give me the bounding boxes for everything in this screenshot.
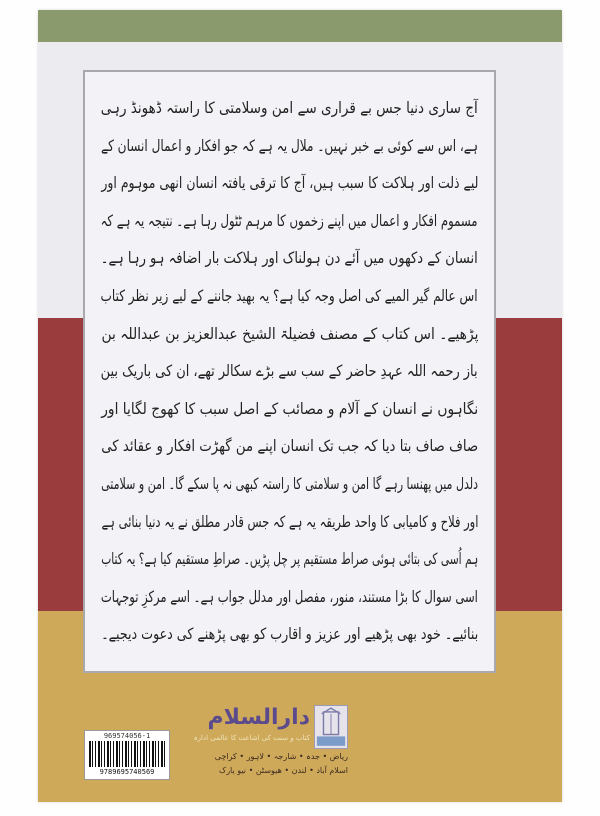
barcode-number: 9789695740569 — [99, 768, 155, 776]
barcode-bars — [89, 741, 165, 767]
blurb-line: صاف صاف بتا دیا کہ جب تک انسان اپنے من گھڑت افکار و عقائد کی — [101, 437, 478, 456]
blurb-row — [101, 579, 478, 617]
blurb-line: دلدل میں پھنسا رہے گا امن و سلامتی کا راستہ کبھی نہ پا سکے گا۔ امن و سلامتی — [101, 474, 478, 493]
blurb-line: بنائیے۔ خود بھی پڑھیے اور عزیز و اقارب کو بھی پڑھنے کی دعوت دیجیے۔ — [101, 625, 478, 644]
blurb-text — [101, 90, 478, 654]
blurb-line: لیے ذلت اور ہلاکت کا سبب ہیں، آج کا ترقی یافتہ انسان انھی موہوم اور — [101, 174, 478, 193]
blurb-line: اس عالم گیر المیے کی اصل وجہ کیا ہے؟ یہ بھید جاننے کے لیے زیر نظر کتاب — [101, 286, 478, 305]
blurb-row — [101, 278, 478, 316]
blurb-row — [101, 428, 478, 466]
blurb-row — [101, 128, 478, 166]
blurb-line: انسان کے دکھوں میں آئے دن ہولناک اور ہلاکت بار اضافہ ہو رہا ہے۔ — [101, 249, 478, 268]
blurb-line: اور فلاح و کامیابی کا واحد طریقہ یہ ہے کہ جس قادر مطلق نے یہ دنیا بنائی ہے — [101, 512, 478, 531]
blurb-line: آج ساری دنیا جس بے قراری سے امن وسلامتی کا راستہ ڈھونڈ رہی — [101, 99, 478, 117]
blurb-row — [101, 240, 478, 278]
publisher-cities — [186, 750, 348, 778]
publisher-tagline: کتاب و سنت کی اشاعت کا عالمی ادارہ — [193, 734, 310, 742]
blurb-line: نگاہوں نے انسان کے آلام و مصائب کے اصل سبب کا کھوج لگایا اور — [101, 399, 478, 418]
blurb-line: باز رحمہ اللہ عہدِ حاضر کے سب سے بڑے سکالر تھے، ان کی باریک بین — [101, 362, 478, 381]
blurb-line: ہم اُسی کی بتائی ہوئی صراط مستقیم پر چل پڑیں۔ صراطِ مستقیم کیا ہے؟ یہ کتاب — [101, 550, 478, 569]
blurb-row — [101, 541, 478, 579]
blurb-row — [101, 353, 478, 391]
blurb-row — [101, 504, 478, 542]
book-back-cover — [38, 10, 562, 802]
isbn-barcode — [84, 730, 170, 780]
blurb-panel — [83, 70, 496, 673]
blurb-row — [101, 316, 478, 354]
blurb-row — [101, 90, 478, 128]
blurb-row — [101, 466, 478, 504]
blurb-row — [101, 203, 478, 241]
blurb-line: اسی سوال کا بڑا مستند، منور، مفصل اور مدلل جواب ہے۔ اسے مرکزِ توجہات — [101, 587, 478, 606]
top-green-band — [38, 10, 562, 42]
publisher-name: دارالسلام — [207, 705, 310, 730]
isbn-label: 969574056-1 — [103, 732, 151, 740]
cities-line: اسلام آباد • لندن • هیوسٹن • نیو یارک — [219, 766, 348, 775]
blurb-line: مسموم افکار و اعمال میں اپنے زخموں کا مرہم ٹٹول رہا ہے۔ نتیجہ یہ ہے کہ — [101, 211, 478, 230]
blurb-row — [101, 165, 478, 203]
blurb-line: پڑھیے۔ اس کتاب کے مصنف فضیلۃ الشیخ عبدالعزیز بن عبداللہ بن — [101, 324, 478, 343]
publisher-logo-icon — [314, 705, 348, 749]
blurb-row — [101, 391, 478, 429]
blurb-line: ہے، اس سے کوئی بے خبر نہیں۔ ملال یہ ہے کہ جو افکار و اعمال انسان کے — [101, 136, 478, 155]
blurb-row — [101, 616, 478, 654]
cities-line: ریاض • جدہ • شارجہ • لاہور • کراچی — [214, 752, 348, 761]
